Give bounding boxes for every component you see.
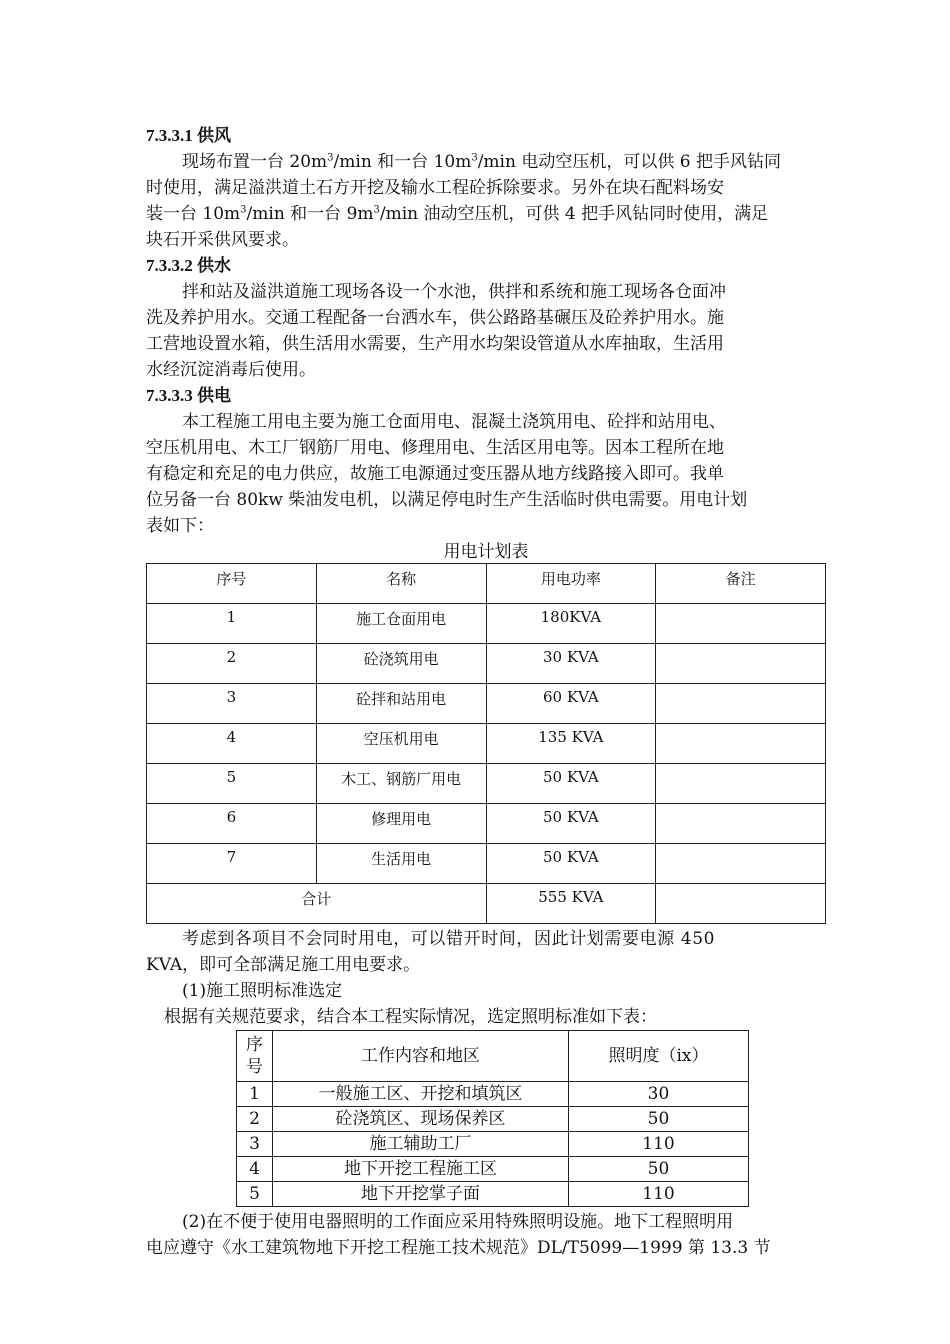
lighting-intro: 根据有关规范要求，结合本工程实际情况，选定照明标准如下表： [164,1007,657,1027]
table-total-row [147,884,826,924]
paragraph-line: 装一台 $10m^3/\min$ 和一台 $9m^3/\min$ 油动空压机，可供 4 把手风钻同时使用，满足 [146,204,769,224]
table-cell: 3 [147,684,317,724]
header-cell: 序号 [147,564,317,604]
paragraph-line: 本工程施工用电主要为施工仓面用电、混凝土浇筑用电、砼拌和站用电、 [182,412,726,432]
table-row [147,844,826,884]
total-label-cell: 合计 [147,884,487,924]
table-row [147,804,826,844]
table-cell: 6 [147,804,317,844]
table-cell: 50 [569,1157,749,1182]
table-row [237,1132,749,1157]
header-cell: 用电功率 [486,564,656,604]
table-cell: 砼浇筑用电 [316,644,486,684]
paragraph-line: KVA，即可全部满足施工用电要求。 [146,955,421,975]
paragraph-line: 表如下： [146,516,214,536]
table-cell: 135 KVA [486,724,656,764]
header-cell: 备注 [656,564,826,604]
table-cell: 5 [147,764,317,804]
table-row [147,684,826,724]
section-heading-power-supply: 7.3.3.3 供电 [146,386,231,405]
table-cell: 50 KVA [486,804,656,844]
table-cell: 50 [569,1107,749,1132]
section-heading-water-supply: 7.3.3.2 供水 [146,256,231,275]
table-cell [656,644,826,684]
table-row [147,604,826,644]
table-cell [656,844,826,884]
table-row [237,1082,749,1107]
total-note-cell [656,884,826,924]
lighting-item-1: (1)施工照明标准选定 [182,981,343,1001]
table-cell: 修理用电 [316,804,486,844]
table-row [237,1107,749,1132]
table-cell: 空压机用电 [316,724,486,764]
paragraph-line: 空压机用电、木工厂钢筋厂用电、修理用电、生活区用电等。因本工程所在地 [146,438,724,458]
table-cell [656,724,826,764]
table-cell: 50 KVA [486,764,656,804]
power-plan-table [146,563,826,924]
table-cell: 4 [237,1157,273,1182]
table-cell: 5 [237,1182,273,1207]
table-cell: 30 [569,1082,749,1107]
paragraph-line: 时使用，满足溢洪道土石方开挖及输水工程砼拆除要求。另外在块石配料场安 [146,178,724,198]
table-cell [656,684,826,724]
table-row [147,764,826,804]
table-header-row [147,564,826,604]
table-row [237,1157,749,1182]
header-cell: 序号 [237,1031,273,1082]
paragraph-line: 位另备一台 80kw 柴油发电机，以满足停电时生产生活临时供电需要。用电计划 [146,490,748,510]
table-cell: 施工仓面用电 [316,604,486,644]
section-heading-air-supply: 7.3.3.1 供风 [146,126,231,145]
table-cell: 一般施工区、开挖和填筑区 [273,1082,569,1107]
table-cell: 砼拌和站用电 [316,684,486,724]
power-table-caption: 用电计划表 [443,542,529,562]
table-cell: 3 [237,1132,273,1157]
table-cell: 木工、钢筋厂用电 [316,764,486,804]
table-row [237,1182,749,1207]
paragraph-line: 现场布置一台 $20m^3/\min$ 和一台 $10m^3/\min$ 电动空压机，可以供 6 把手风钻同 [182,152,781,172]
document-page [146,123,826,1261]
paragraph-line: 考虑到各项目不会同时用电，可以错开时间，因此计划需要电源 450 [182,929,716,949]
table-cell: 60 KVA [486,684,656,724]
table-cell: 地下开挖掌子面 [273,1182,569,1207]
paragraph-line: 块石开采供风要求。 [146,230,299,250]
table-cell: 110 [569,1132,749,1157]
table-cell: 110 [569,1182,749,1207]
table-cell: 1 [237,1082,273,1107]
table-cell: 施工辅助工厂 [273,1132,569,1157]
lighting-item-2: (2)在不便于使用电器照明的工作面应采用特殊照明设施。地下工程照明用 [182,1212,734,1232]
table-cell: 7 [147,844,317,884]
header-cell: 照明度（ix） [569,1031,749,1082]
table-cell: 2 [237,1107,273,1132]
paragraph-line: 工营地设置水箱，供生活用水需要，生产用水均架设管道从水库抽取，生活用 [146,334,724,354]
table-cell: 30 KVA [486,644,656,684]
paragraph-line: 有稳定和充足的电力供应，故施工电源通过变压器从地方线路接入即可。我单 [146,464,724,484]
table-row [147,724,826,764]
table-cell: 50 KVA [486,844,656,884]
table-cell: 4 [147,724,317,764]
table-cell: 生活用电 [316,844,486,884]
lighting-standard-table [236,1030,749,1207]
total-value-cell: 555 KVA [486,884,656,924]
header-cell: 名称 [316,564,486,604]
table-row [147,644,826,684]
table-cell: 地下开挖工程施工区 [273,1157,569,1182]
paragraph-line: 电应遵守《水工建筑物地下开挖工程施工技术规范》DL/T5099—1999 第 13.3 节 [146,1238,771,1258]
table-cell [656,764,826,804]
table-cell: 2 [147,644,317,684]
table-cell: 砼浇筑区、现场保养区 [273,1107,569,1132]
paragraph-line: 洗及养护用水。交通工程配备一台洒水车，供公路路基碾压及砼养护用水。施 [146,308,724,328]
header-cell: 工作内容和地区 [273,1031,569,1082]
table-cell: 1 [147,604,317,644]
table-header-row [237,1031,749,1082]
table-cell [656,804,826,844]
paragraph-line: 水经沉淀消毒后使用。 [146,360,316,380]
table-cell [656,604,826,644]
paragraph-line: 拌和站及溢洪道施工现场各设一个水池，供拌和系统和施工现场各仓面冲 [182,282,726,302]
table-cell: 180KVA [486,604,656,644]
